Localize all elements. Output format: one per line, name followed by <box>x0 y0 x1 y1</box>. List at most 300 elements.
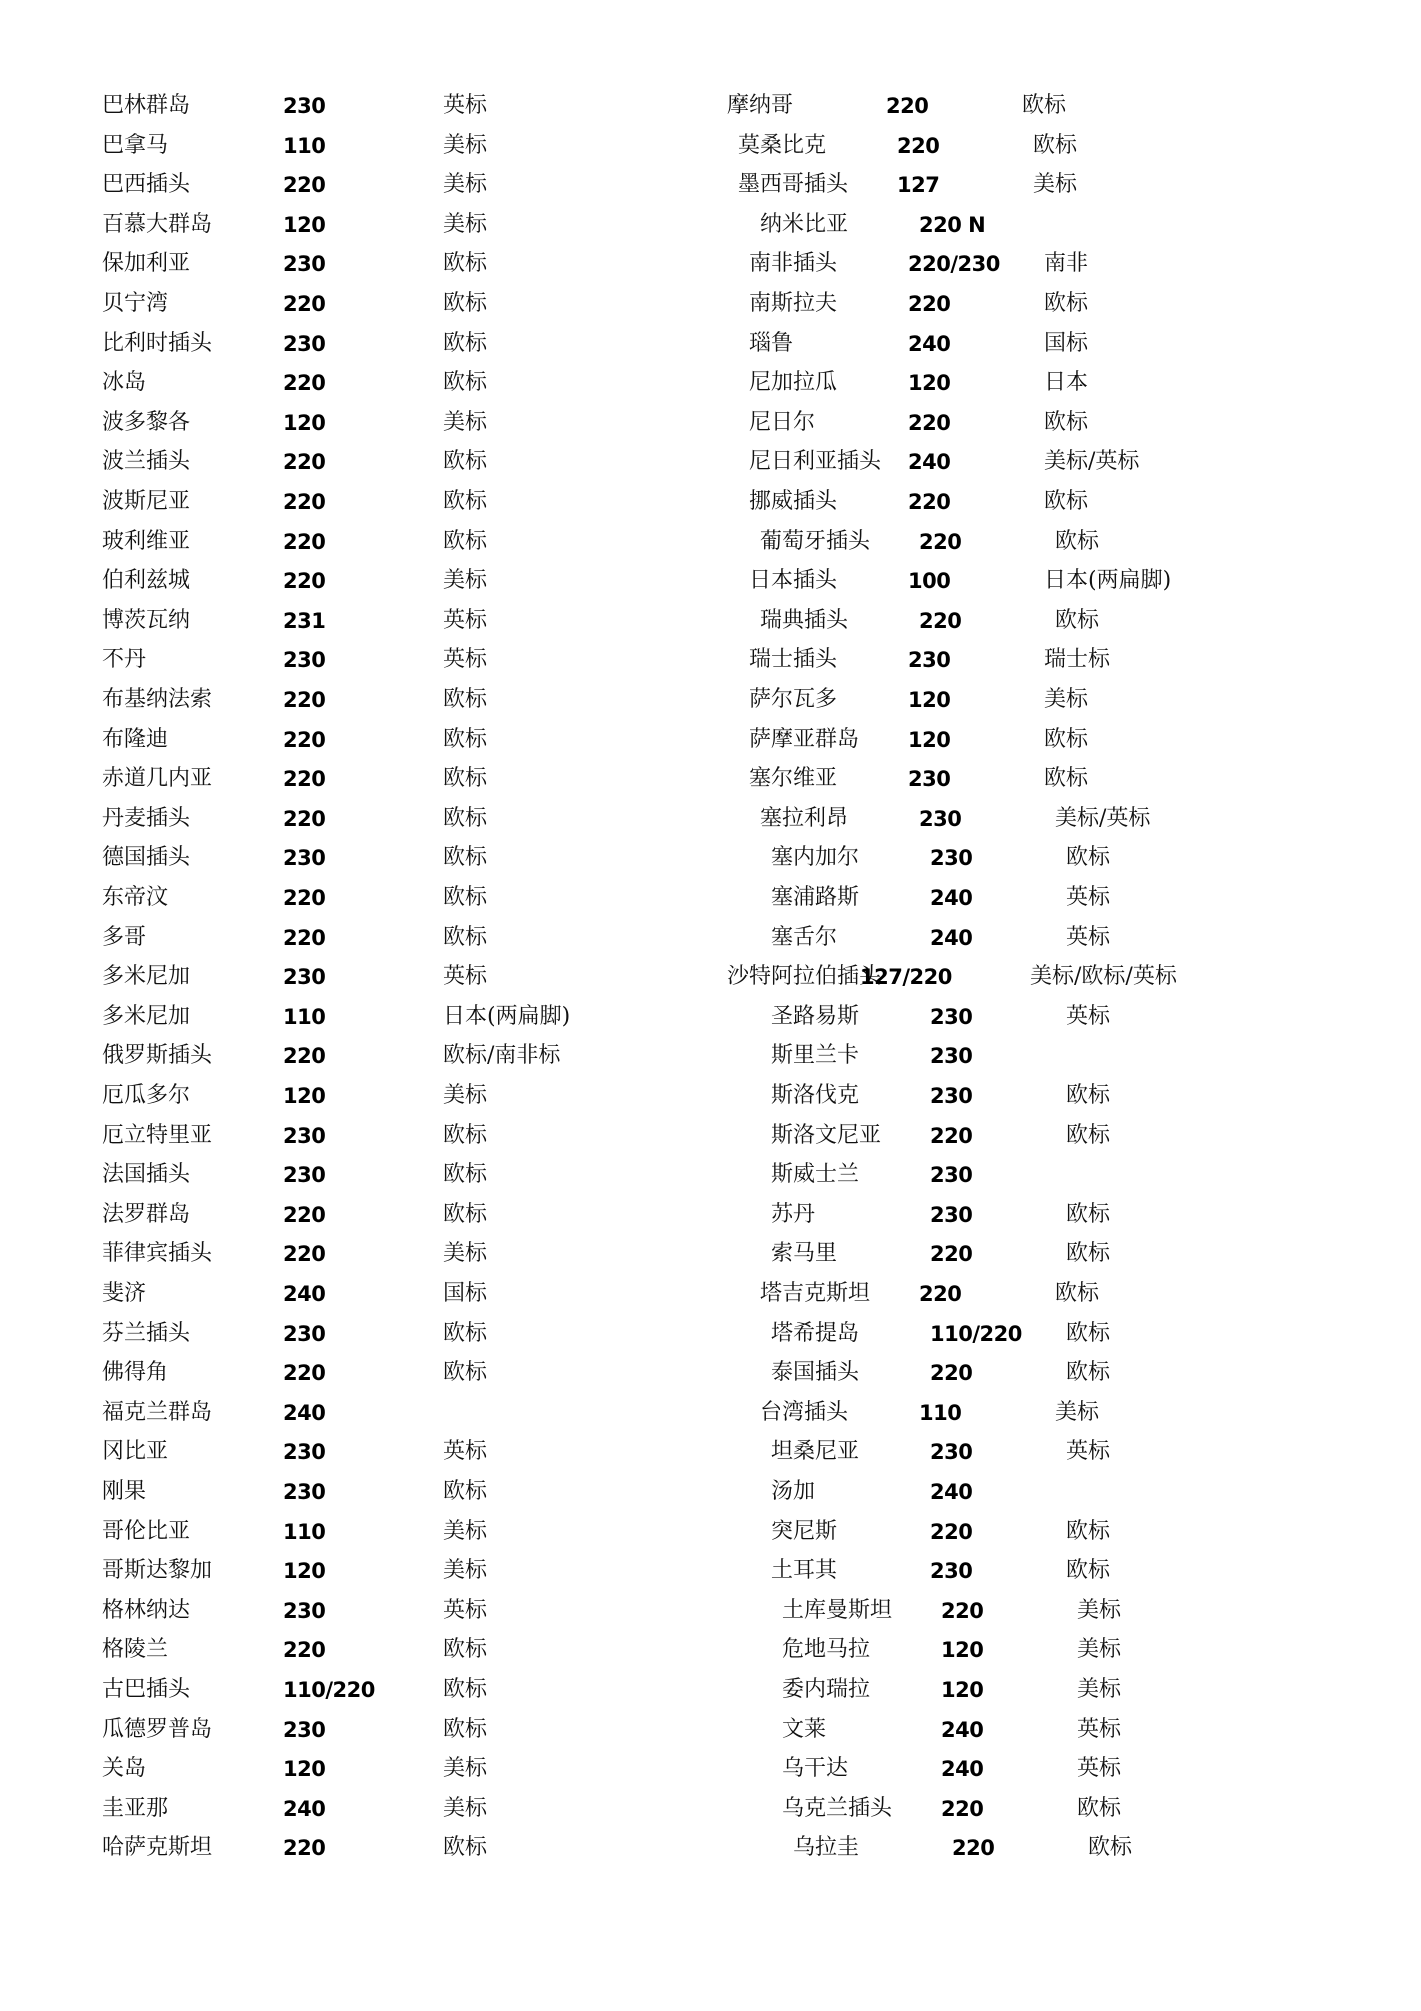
voltage-value: 230 <box>283 648 326 673</box>
plug-standard: 美标 <box>443 132 488 158</box>
country-name: 菲律宾插头 <box>102 1241 213 1267</box>
table-row <box>0 1828 1421 1868</box>
plug-standard: 欧标 <box>443 1479 488 1504</box>
country-name: 布隆迪 <box>102 726 169 752</box>
plug-standard: 欧标 <box>443 291 488 316</box>
plug-standard: 欧标 <box>443 687 488 712</box>
table-row <box>0 442 1421 482</box>
country-name: 台湾插头 <box>760 1399 849 1425</box>
plug-standard: 美标/英标 <box>1055 805 1151 831</box>
voltage-value: 220 <box>283 1202 326 1227</box>
plug-standard: 美标 <box>443 1241 488 1267</box>
voltage-value: 240 <box>283 1400 326 1425</box>
country-name: 委内瑞拉 <box>782 1677 871 1702</box>
plug-standard: 欧标 <box>443 1162 488 1188</box>
country-name: 关岛 <box>102 1756 147 1782</box>
country-name: 沙特阿拉伯插头 <box>727 964 882 990</box>
plug-standard: 欧标 <box>1066 1083 1111 1108</box>
table-row <box>0 324 1421 364</box>
voltage-value: 230 <box>908 767 951 792</box>
voltage-value: 230 <box>930 1559 973 1584</box>
plug-standard: 欧标 <box>1044 409 1089 435</box>
table-row <box>0 1512 1421 1552</box>
table-row <box>0 126 1421 166</box>
table-row <box>0 640 1421 680</box>
plug-standard: 欧标 <box>1055 1281 1100 1306</box>
voltage-value: 220 <box>283 450 326 475</box>
voltage-value: 230 <box>283 1440 326 1465</box>
country-name: 比利时插头 <box>102 330 213 356</box>
table-row <box>0 601 1421 641</box>
voltage-value: 220/230 <box>908 252 1000 277</box>
plug-standard: 美标 <box>443 568 488 594</box>
voltage-value: 220 <box>283 1242 326 1267</box>
country-name: 玻利维亚 <box>102 528 191 554</box>
plug-standard: 欧标 <box>443 330 488 356</box>
country-name: 斯威士兰 <box>771 1162 860 1188</box>
plug-standard: 欧标 <box>443 726 488 752</box>
plug-standard: 瑞士标 <box>1044 647 1111 673</box>
plug-standard: 美标 <box>443 409 488 435</box>
plug-standard: 英标 <box>443 647 488 673</box>
table-row <box>0 482 1421 522</box>
country-name: 土耳其 <box>771 1558 838 1584</box>
plug-standard: 日本 <box>1044 370 1089 396</box>
plug-standard: 美标 <box>443 1756 488 1782</box>
voltage-value: 220 <box>941 1598 984 1623</box>
country-name: 莫桑比克 <box>738 132 827 158</box>
country-name: 厄瓜多尔 <box>102 1083 191 1108</box>
plug-standard: 英标 <box>1066 1439 1111 1465</box>
country-name: 巴西插头 <box>102 172 191 198</box>
voltage-value: 100 <box>908 569 951 594</box>
plug-standard: 欧标 <box>1066 845 1111 871</box>
voltage-value: 220 <box>283 490 326 514</box>
country-name: 巴林群岛 <box>102 93 191 118</box>
voltage-value: 220 <box>283 1044 326 1069</box>
voltage-value: 220 <box>283 529 326 554</box>
voltage-value: 230 <box>930 1084 973 1108</box>
country-name: 布基纳法索 <box>102 687 213 712</box>
table-row <box>0 997 1421 1037</box>
country-name: 法罗群岛 <box>102 1201 191 1227</box>
country-name: 南非插头 <box>749 251 838 277</box>
table-row <box>0 1195 1421 1235</box>
plug-standard: 欧标 <box>1066 1201 1111 1227</box>
plug-standard: 英标 <box>1066 1003 1111 1029</box>
country-name: 塞拉利昂 <box>760 805 849 831</box>
table-row <box>0 165 1421 205</box>
voltage-value: 120 <box>908 688 951 712</box>
country-name: 尼日尔 <box>749 409 816 435</box>
country-name: 圣路易斯 <box>771 1003 860 1029</box>
plug-standard: 欧标 <box>443 1716 488 1742</box>
voltage-value: 120 <box>908 371 951 396</box>
country-name: 佛得角 <box>102 1360 169 1386</box>
voltage-value: 120 <box>283 1084 326 1108</box>
country-name: 哈萨克斯坦 <box>102 1835 213 1861</box>
country-name: 塞内加尔 <box>771 845 860 871</box>
plug-standard: 欧标 <box>1077 1795 1122 1821</box>
plug-standard: 欧标 <box>1044 726 1089 752</box>
voltage-value: 230 <box>283 252 326 277</box>
country-name: 斯洛文尼亚 <box>771 1122 882 1148</box>
voltage-value: 220 <box>919 608 962 633</box>
country-name: 不丹 <box>102 647 147 673</box>
country-name: 斐济 <box>102 1281 147 1306</box>
plug-standard: 美标 <box>1077 1677 1122 1702</box>
plug-standard: 欧标 <box>443 370 488 396</box>
country-name: 刚果 <box>102 1479 147 1504</box>
table-row <box>0 1591 1421 1631</box>
country-name: 丹麦插头 <box>102 805 191 831</box>
plug-standard: 欧标 <box>443 449 488 475</box>
country-name: 百慕大群岛 <box>102 211 213 237</box>
plug-standard: 美标 <box>443 1083 488 1108</box>
voltage-value: 120 <box>941 1678 984 1702</box>
voltage-value: 220 <box>886 94 929 118</box>
voltage-value: 127/220 <box>860 965 952 990</box>
table-row <box>0 403 1421 443</box>
country-name: 南斯拉夫 <box>749 291 838 316</box>
plug-standard: 欧标 <box>443 1320 488 1346</box>
country-name: 巴拿马 <box>102 132 169 158</box>
voltage-value: 240 <box>908 331 951 356</box>
table-row <box>0 1749 1421 1789</box>
plug-standard: 欧标 <box>1044 489 1089 514</box>
plug-standard: 美标 <box>443 172 488 198</box>
voltage-value: 230 <box>283 1163 326 1188</box>
voltage-value: 220 <box>283 886 326 910</box>
country-name: 墨西哥插头 <box>738 172 849 198</box>
plug-standard: 欧标 <box>443 1122 488 1148</box>
table-row <box>0 363 1421 403</box>
voltage-value: 230 <box>930 1163 973 1188</box>
table-row <box>0 878 1421 918</box>
country-name: 乌干达 <box>782 1756 849 1782</box>
country-name: 多米尼加 <box>102 1003 191 1029</box>
table-row <box>0 759 1421 799</box>
plug-standard: 欧标 <box>1066 1518 1111 1544</box>
country-name: 俄罗斯插头 <box>102 1043 213 1069</box>
table-row <box>0 1116 1421 1156</box>
country-name: 斯里兰卡 <box>771 1043 860 1069</box>
plug-standard: 美标 <box>443 1558 488 1584</box>
voltage-value: 230 <box>283 1717 326 1742</box>
country-name: 德国插头 <box>102 845 191 871</box>
country-name: 哥伦比亚 <box>102 1518 191 1544</box>
plug-standard: 英标 <box>443 1439 488 1465</box>
plug-standard: 英标 <box>1066 885 1111 910</box>
voltage-value: 240 <box>930 1480 973 1504</box>
plug-standard: 美标 <box>1077 1597 1122 1623</box>
country-name: 斯洛伐克 <box>771 1083 860 1108</box>
plug-standard: 美标 <box>1077 1637 1122 1663</box>
country-name: 突尼斯 <box>771 1518 838 1544</box>
country-name: 文莱 <box>782 1716 827 1742</box>
plug-standard: 英标 <box>1077 1716 1122 1742</box>
voltage-value: 120 <box>283 1559 326 1584</box>
plug-standard: 国标 <box>1044 330 1089 356</box>
voltage-value: 230 <box>283 1480 326 1504</box>
plug-standard: 美标 <box>443 1518 488 1544</box>
plug-standard: 欧标 <box>443 766 488 792</box>
plug-standard: 欧标 <box>443 1360 488 1386</box>
plug-standard: 美标 <box>1044 687 1089 712</box>
voltage-value: 240 <box>283 1796 326 1821</box>
plug-standard: 国标 <box>443 1281 488 1306</box>
plug-standard: 欧标 <box>1066 1241 1111 1267</box>
plug-standard: 欧标 <box>1066 1558 1111 1584</box>
voltage-value: 220 <box>283 767 326 792</box>
voltage-value: 110 <box>283 1004 326 1029</box>
voltage-value: 220 <box>283 1361 326 1386</box>
country-name: 日本插头 <box>749 568 838 594</box>
table-row <box>0 1551 1421 1591</box>
country-name: 博茨瓦纳 <box>102 607 191 633</box>
country-name: 东帝汶 <box>102 885 169 910</box>
table-row <box>0 1472 1421 1512</box>
table-row <box>0 1789 1421 1829</box>
country-name: 多哥 <box>102 924 147 950</box>
voltage-value: 110/220 <box>930 1321 1022 1346</box>
country-name: 坦桑尼亚 <box>771 1439 860 1465</box>
country-name: 瑞士插头 <box>749 647 838 673</box>
country-name: 芬兰插头 <box>102 1320 191 1346</box>
voltage-value: 110 <box>283 1519 326 1544</box>
country-name: 福克兰群岛 <box>102 1399 213 1425</box>
voltage-value: 220 <box>908 490 951 514</box>
country-name: 波多黎各 <box>102 409 191 435</box>
country-name: 哥斯达黎加 <box>102 1558 213 1584</box>
country-name: 乌拉圭 <box>793 1835 860 1861</box>
voltage-value: 220 <box>941 1796 984 1821</box>
country-name: 波斯尼亚 <box>102 489 191 514</box>
plug-standard: 欧标 <box>1022 93 1067 118</box>
voltage-value: 230 <box>930 846 973 871</box>
country-name: 尼加拉瓜 <box>749 370 838 396</box>
table-row <box>0 1155 1421 1195</box>
country-name: 瑙鲁 <box>749 330 794 356</box>
country-name: 赤道几内亚 <box>102 766 213 792</box>
table-row <box>0 561 1421 601</box>
plug-standard: 南非 <box>1044 251 1089 277</box>
voltage-value: 110/220 <box>283 1678 375 1702</box>
voltage-value: 220 <box>930 1519 973 1544</box>
plug-standard: 欧标 <box>443 1637 488 1663</box>
plug-standard: 英标 <box>1077 1756 1122 1782</box>
voltage-value: 110 <box>919 1400 962 1425</box>
plug-standard: 欧标 <box>1055 607 1100 633</box>
voltage-value: 220 <box>897 133 940 158</box>
voltage-value: 220 <box>919 529 962 554</box>
country-name: 纳米比亚 <box>760 211 849 237</box>
voltage-value: 230 <box>283 94 326 118</box>
voltage-value: 220 <box>283 1638 326 1663</box>
plug-standard: 英标 <box>1066 924 1111 950</box>
plug-standard: 欧标 <box>443 1835 488 1861</box>
table-row <box>0 838 1421 878</box>
plug-standard: 欧标 <box>443 251 488 277</box>
voltage-value: 230 <box>908 648 951 673</box>
country-name: 瓜德罗普岛 <box>102 1716 213 1742</box>
voltage-value: 120 <box>283 1757 326 1782</box>
table-row <box>0 1393 1421 1433</box>
voltage-value: 127 <box>897 173 940 198</box>
voltage-value: 220 <box>283 925 326 950</box>
voltage-value: 120 <box>283 410 326 435</box>
country-name: 伯利兹城 <box>102 568 191 594</box>
country-name: 多米尼加 <box>102 964 191 990</box>
plug-standard: 欧标 <box>443 885 488 910</box>
plug-standard: 欧标 <box>1066 1122 1111 1148</box>
table-row <box>0 244 1421 284</box>
voltage-value: 240 <box>283 1282 326 1306</box>
table-row <box>0 1314 1421 1354</box>
table-row <box>0 284 1421 324</box>
voltage-value: 220 <box>283 688 326 712</box>
country-name: 尼日利亚插头 <box>749 449 882 475</box>
voltage-value: 230 <box>930 1004 973 1029</box>
table-row <box>0 1432 1421 1472</box>
voltage-value: 240 <box>941 1757 984 1782</box>
plug-standard: 欧标 <box>443 805 488 831</box>
country-name: 土库曼斯坦 <box>782 1597 893 1623</box>
country-name: 塞浦路斯 <box>771 885 860 910</box>
table-row <box>0 680 1421 720</box>
voltage-value: 240 <box>908 450 951 475</box>
voltage-value: 220 <box>283 292 326 316</box>
voltage-value: 230 <box>283 846 326 871</box>
voltage-value: 120 <box>908 727 951 752</box>
plug-standard: 日本(两扁脚) <box>443 1003 571 1029</box>
voltage-value: 230 <box>919 806 962 831</box>
voltage-value: 230 <box>930 1440 973 1465</box>
voltage-value: 231 <box>283 608 326 633</box>
voltage-value: 240 <box>930 925 973 950</box>
voltage-value: 220 <box>930 1123 973 1148</box>
table-row <box>0 1234 1421 1274</box>
country-name: 格陵兰 <box>102 1637 169 1663</box>
voltage-value: 230 <box>283 1321 326 1346</box>
country-name: 厄立特里亚 <box>102 1122 213 1148</box>
country-name: 摩纳哥 <box>727 93 794 118</box>
plug-standard: 欧标 <box>443 489 488 514</box>
plug-standard: 欧标/南非标 <box>443 1043 561 1069</box>
country-name: 保加利亚 <box>102 251 191 277</box>
country-name: 苏丹 <box>771 1201 816 1227</box>
voltage-value: 220 <box>283 173 326 198</box>
voltage-value: 220 <box>283 727 326 752</box>
country-name: 冰岛 <box>102 370 147 396</box>
country-name: 汤加 <box>771 1479 816 1504</box>
table-row <box>0 799 1421 839</box>
country-name: 贝宁湾 <box>102 291 169 316</box>
country-name: 塞舌尔 <box>771 924 838 950</box>
plug-standard: 欧标 <box>1066 1320 1111 1346</box>
country-name: 塔吉克斯坦 <box>760 1281 871 1306</box>
table-row <box>0 1036 1421 1076</box>
table-row <box>0 1710 1421 1750</box>
country-name: 法国插头 <box>102 1162 191 1188</box>
voltage-value: 220 <box>283 371 326 396</box>
voltage-value: 120 <box>941 1638 984 1663</box>
country-name: 危地马拉 <box>782 1637 871 1663</box>
plug-standard: 欧标 <box>443 1201 488 1227</box>
plug-standard: 美标/欧标/英标 <box>1030 964 1177 990</box>
plug-standard: 英标 <box>443 93 488 118</box>
table-row <box>0 1670 1421 1710</box>
plug-standard: 欧标 <box>1055 528 1100 554</box>
table-row <box>0 1076 1421 1116</box>
plug-standard: 欧标 <box>443 1677 488 1702</box>
voltage-value: 230 <box>283 331 326 356</box>
plug-standard: 欧标 <box>443 924 488 950</box>
voltage-value: 230 <box>283 1123 326 1148</box>
voltage-value: 240 <box>930 886 973 910</box>
plug-standard: 英标 <box>443 964 488 990</box>
voltage-value: 120 <box>283 212 326 237</box>
voltage-value: 220 <box>283 1836 326 1861</box>
table-row <box>0 1353 1421 1393</box>
plug-standard: 欧标 <box>443 845 488 871</box>
voltage-value: 220 <box>283 806 326 831</box>
plug-standard: 英标 <box>443 1597 488 1623</box>
voltage-value: 230 <box>283 1598 326 1623</box>
country-name: 波兰插头 <box>102 449 191 475</box>
country-name: 萨摩亚群岛 <box>749 726 860 752</box>
voltage-value: 220 <box>930 1361 973 1386</box>
voltage-value: 230 <box>930 1202 973 1227</box>
voltage-value: 220 <box>908 292 951 316</box>
table-row <box>0 1630 1421 1670</box>
country-name: 格林纳达 <box>102 1597 191 1623</box>
table-row <box>0 1274 1421 1314</box>
country-name: 萨尔瓦多 <box>749 687 838 712</box>
voltage-value: 110 <box>283 133 326 158</box>
plug-standard: 美标 <box>443 1795 488 1821</box>
plug-standard: 欧标 <box>1088 1835 1133 1861</box>
plug-standard: 英标 <box>443 607 488 633</box>
country-name: 塞尔维亚 <box>749 766 838 792</box>
voltage-value: 230 <box>930 1044 973 1069</box>
table-row <box>0 522 1421 562</box>
voltage-value: 220 <box>919 1282 962 1306</box>
table-row <box>0 205 1421 245</box>
voltage-value: 240 <box>941 1717 984 1742</box>
plug-standard: 欧标 <box>1044 291 1089 316</box>
country-name: 乌克兰插头 <box>782 1795 893 1821</box>
plug-standard: 美标/英标 <box>1044 449 1140 475</box>
voltage-value: 220 N <box>919 212 986 237</box>
plug-standard: 美标 <box>1033 172 1078 198</box>
voltage-value: 220 <box>908 410 951 435</box>
voltage-value: 230 <box>283 965 326 990</box>
plug-standard: 日本(两扁脚) <box>1044 568 1172 594</box>
plug-standard: 美标 <box>443 211 488 237</box>
country-name: 泰国插头 <box>771 1360 860 1386</box>
country-name: 葡萄牙插头 <box>760 528 871 554</box>
country-name: 圭亚那 <box>102 1795 169 1821</box>
voltage-value: 220 <box>952 1836 995 1861</box>
table-row <box>0 720 1421 760</box>
table-row <box>0 86 1421 126</box>
voltage-value: 220 <box>930 1242 973 1267</box>
table-row <box>0 957 1421 997</box>
plug-standard: 欧标 <box>443 528 488 554</box>
country-name: 塔希提岛 <box>771 1320 860 1346</box>
plug-standard: 美标 <box>1055 1399 1100 1425</box>
